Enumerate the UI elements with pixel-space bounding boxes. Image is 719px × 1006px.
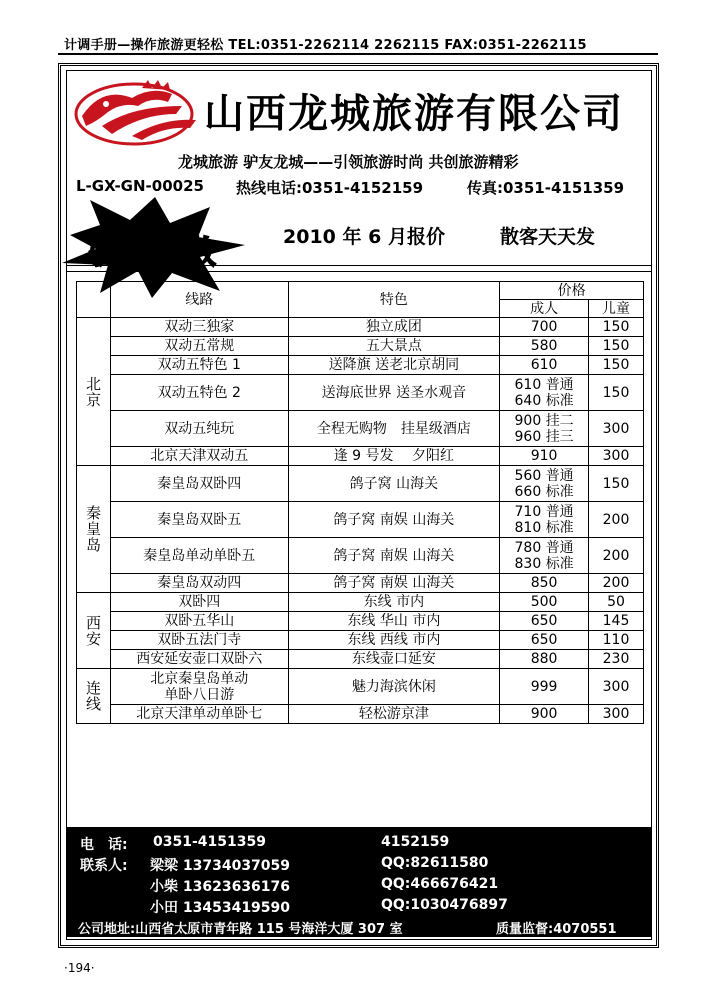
feature-cell: 全程无购物 挂星级酒店	[288, 411, 500, 447]
feature-cell: 鸽子窝 南娱 山海关	[288, 502, 500, 538]
route-cell: 双卧五法门寺	[110, 631, 288, 650]
child-price-cell: 200	[589, 538, 644, 574]
company-slogan: 龙城旅游 驴友龙城——引领旅游时尚 共创旅游精彩	[178, 153, 519, 171]
child-price-cell: 300	[589, 447, 644, 466]
divider-bottom	[66, 271, 652, 272]
adult-price-cell	[500, 705, 589, 724]
adult-price-cell	[500, 466, 589, 502]
child-price-cell: 145	[589, 612, 644, 631]
region-char: 西	[85, 613, 101, 632]
contact-person: 小田 13453419590	[150, 900, 291, 916]
phone-number-2: 4152159	[381, 834, 450, 850]
table-row	[77, 337, 644, 356]
child-price-cell: 230	[589, 650, 644, 669]
route-cell: 秦皇岛双动四	[110, 574, 288, 593]
contact-qq: QQ:1030476897	[381, 897, 508, 913]
feature-cell: 东线 西线 市内	[288, 631, 500, 650]
adult-price-cell	[500, 502, 589, 538]
contact-person: 小柴 13623636176	[150, 879, 291, 895]
route-cell: 秦皇岛单动单卧五	[110, 538, 288, 574]
adult-price: 880	[530, 651, 558, 667]
contact-qq: QQ:82611580	[381, 855, 489, 871]
child-price-cell: 200	[589, 574, 644, 593]
child-price-cell: 150	[589, 466, 644, 502]
route-line: 单卧八日游	[164, 686, 235, 703]
dragon-logo-icon	[72, 76, 202, 146]
route-cell: 双卧五华山	[110, 612, 288, 631]
table-row	[77, 669, 644, 705]
adult-price: 910	[530, 448, 558, 464]
child-price-cell: 150	[589, 356, 644, 375]
feature-cell: 五大景点	[288, 337, 500, 356]
feature-cell: 送降旗 送老北京胡同	[288, 356, 500, 375]
route-cell: 双动三独家	[110, 318, 288, 337]
table-row	[77, 631, 644, 650]
region-char: 北	[85, 374, 101, 393]
adult-price-cell	[500, 447, 589, 466]
contacts-label: 联系人:	[80, 858, 128, 874]
route-cell: 双动五特色 2	[110, 375, 288, 411]
feature-cell: 鸽子窝 山海关	[288, 466, 500, 502]
adult-price-cell	[500, 650, 589, 669]
region-char: 京	[85, 390, 101, 409]
adult-price-cell	[500, 593, 589, 612]
feature-cell: 东线 市内	[288, 593, 500, 612]
adult-price: 700	[530, 319, 558, 335]
adult-price: 640 标准	[514, 392, 574, 409]
table-row	[77, 502, 644, 538]
child-price-cell: 300	[589, 411, 644, 447]
adult-price-cell	[500, 669, 589, 705]
adult-price: 610	[530, 357, 558, 373]
adult-price: 900 挂二	[514, 412, 574, 429]
region-char: 秦	[85, 504, 101, 522]
feature-cell: 独立成团	[288, 318, 500, 337]
route-cell: 双动五纯玩	[110, 411, 288, 447]
adult-price: 830 标准	[514, 555, 574, 572]
route-header: 线路	[110, 282, 288, 318]
region-header	[77, 282, 111, 318]
feature-header: 特色	[288, 282, 500, 318]
region-cell	[77, 669, 111, 724]
route-cell: 秦皇岛双卧五	[110, 502, 288, 538]
adult-price: 710 普通	[514, 503, 574, 520]
table-row	[77, 538, 644, 574]
feature-cell: 东线壶口延安	[288, 650, 500, 669]
region-char: 连	[85, 679, 101, 697]
child-price-cell: 200	[589, 502, 644, 538]
region-cell	[77, 593, 111, 669]
adult-price: 850	[530, 575, 558, 591]
badge-text: 驴友集散	[88, 233, 217, 271]
feature-cell: 东线 华山 市内	[288, 612, 500, 631]
child-price-cell: 150	[589, 318, 644, 337]
region-cell	[77, 318, 111, 466]
table-row	[77, 705, 644, 724]
adult-price: 560 普通	[514, 467, 574, 484]
price-header: 价格	[500, 282, 644, 300]
route-cell: 双动五特色 1	[110, 356, 288, 375]
feature-cell: 逢 9 号发 夕阳红	[288, 447, 500, 466]
adult-price-cell	[500, 375, 589, 411]
fax-number: 传真:0351-4151359	[467, 179, 625, 197]
hotline: 热线电话:0351-4152159	[236, 179, 424, 197]
adult-price-cell	[500, 411, 589, 447]
route-cell: 北京天津单动单卧七	[110, 705, 288, 724]
divider-top	[66, 265, 652, 266]
feature-cell: 魅力海滨休闲	[288, 669, 500, 705]
adult-price: 580	[530, 338, 558, 354]
license-number: L-GX-GN-00025	[76, 177, 204, 195]
adult-price-cell	[500, 612, 589, 631]
route-cell: 双卧四	[110, 593, 288, 612]
feature-cell: 轻松游京津	[288, 705, 500, 724]
adult-header: 成人	[500, 300, 589, 318]
table-row	[77, 356, 644, 375]
adult-price-cell	[500, 356, 589, 375]
table-row	[77, 574, 644, 593]
route-cell: 西安延安壶口双卧六	[110, 650, 288, 669]
quality-supervision: 质量监督:4070551	[496, 922, 617, 937]
table-row	[77, 466, 644, 502]
route-cell: 秦皇岛双卧四	[110, 466, 288, 502]
adult-price-cell	[500, 318, 589, 337]
contact-box	[66, 827, 652, 937]
region-char: 安	[85, 629, 101, 648]
feature-cell: 鸽子窝 南娱 山海关	[288, 574, 500, 593]
header-divider	[58, 53, 658, 55]
table-row	[77, 612, 644, 631]
adult-price: 900	[530, 706, 558, 722]
adult-price: 960 挂三	[514, 428, 574, 445]
adult-price-cell	[500, 538, 589, 574]
child-header: 儿童	[589, 300, 644, 318]
region-char: 岛	[85, 536, 101, 554]
feature-cell: 送海底世界 送圣水观音	[288, 375, 500, 411]
child-price-cell: 300	[589, 705, 644, 724]
adult-price: 500	[530, 594, 558, 610]
region-char: 皇	[85, 520, 101, 538]
child-price-cell: 50	[589, 593, 644, 612]
route-cell: 双动五常规	[110, 337, 288, 356]
offer-subtitle: 散客天天发	[500, 226, 596, 248]
adult-price-cell	[500, 631, 589, 650]
table-header-row	[77, 282, 644, 300]
table-row	[77, 650, 644, 669]
table-row	[77, 318, 644, 337]
phone-label: 电 话:	[80, 837, 128, 853]
region-cell	[77, 466, 111, 593]
table-row	[77, 375, 644, 411]
company-address: 公司地址:山西省太原市青年路 115 号海洋大厦 307 室	[78, 922, 403, 937]
route-cell: 北京天津双动五	[110, 447, 288, 466]
adult-price: 650	[530, 632, 558, 648]
adult-price: 810 标准	[514, 519, 574, 536]
company-name: 山西龙城旅游有限公司	[204, 91, 624, 137]
adult-price: 999	[530, 678, 558, 695]
adult-price-cell	[500, 337, 589, 356]
child-price-cell: 150	[589, 337, 644, 356]
phone-number: 0351-4151359	[153, 834, 266, 850]
adult-price: 650	[530, 613, 558, 629]
table-row	[77, 593, 644, 612]
offer-title: 2010 年 6 月报价	[283, 226, 445, 248]
child-price-cell: 150	[589, 375, 644, 411]
contact-person: 梁梁 13734037059	[150, 858, 291, 874]
child-price-cell: 110	[589, 631, 644, 650]
route-line: 北京秦皇岛单动	[150, 670, 249, 687]
table-row	[77, 411, 644, 447]
page-number: ·194·	[64, 961, 95, 975]
region-char: 线	[85, 695, 101, 713]
adult-price: 610 普通	[514, 376, 574, 393]
feature-cell: 鸽子窝 南娱 山海关	[288, 538, 500, 574]
price-table	[76, 281, 644, 724]
child-price-cell: 300	[589, 669, 644, 705]
contact-qq: QQ:466676421	[381, 876, 499, 892]
route-cell	[110, 669, 288, 705]
adult-price: 780 普通	[514, 539, 574, 556]
adult-price: 660 标准	[514, 483, 574, 500]
table-row	[77, 447, 644, 466]
running-header: 计调手册—操作旅游更轻松 TEL:0351-2262114 2262115 FAX:0351-2262115	[64, 38, 587, 53]
adult-price-cell	[500, 574, 589, 593]
